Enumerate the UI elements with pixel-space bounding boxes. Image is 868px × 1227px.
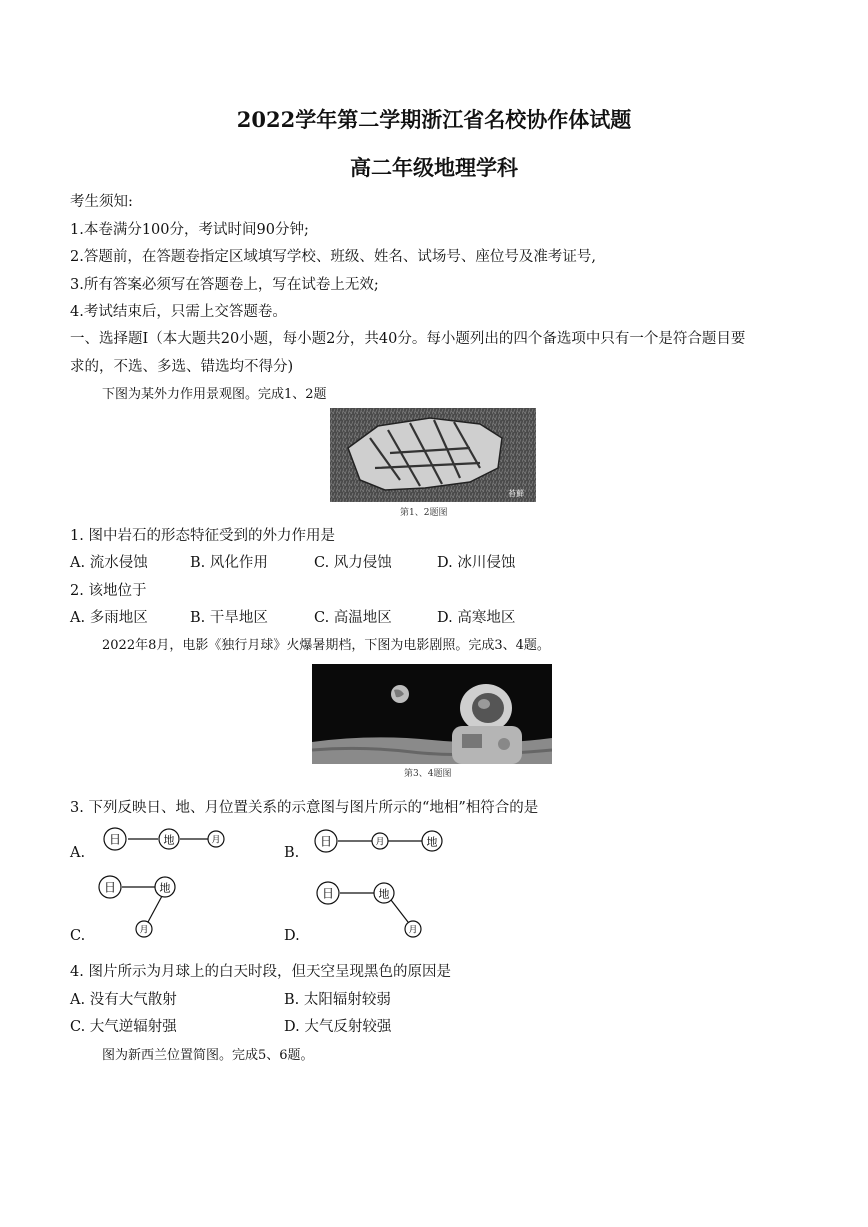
moon-label: 月 <box>375 837 385 848</box>
question-2-stem: 2. 该地位于 <box>70 583 147 599</box>
section-header-cont: 求的，不选、多选、错选均不得分) <box>70 359 294 375</box>
astronaut-moon-photo <box>312 664 552 764</box>
earth-label: 地 <box>163 833 175 847</box>
q1-option-d: D. 冰川侵蚀 <box>437 555 516 571</box>
moon-label: 月 <box>139 925 149 936</box>
q1-option-b: B. 风化作用 <box>190 555 268 571</box>
question-4-stem: 4. 图片所示为月球上的白天时段，但天空呈现黑色的原因是 <box>70 964 451 980</box>
q3-diagram-c <box>96 874 186 940</box>
q3-option-b-label: B. <box>284 845 300 861</box>
q4-option-c: C. 大气逆辐射强 <box>70 1019 177 1035</box>
photo1-caption: 第1、2题图 <box>400 508 448 518</box>
sun-label: 日 <box>108 832 122 847</box>
q4-option-a: A. 没有大气散射 <box>70 992 177 1008</box>
notice-item: 3.所有答案必须写在答题卷上，写在试卷上无效; <box>70 277 379 293</box>
notice-item: 2.答题前，在答题卷指定区域填写学校、班级、姓名、试场号、座位号及准考证号, <box>70 249 596 265</box>
intro-q5-6: 图为新西兰位置简图。完成5、6题。 <box>102 1048 314 1063</box>
q3-option-c-label: C. <box>70 928 86 944</box>
q4-option-b: B. 太阳辐射较弱 <box>284 992 391 1008</box>
q3-diagram-d <box>314 880 430 942</box>
q3-option-a-label: A. <box>70 845 86 861</box>
q2-option-c: C. 高温地区 <box>314 610 392 626</box>
notice-heading: 考生须知: <box>70 194 133 210</box>
q3-diagram-a <box>96 826 236 854</box>
question-1-stem: 1. 图中岩石的形态特征受到的外力作用是 <box>70 528 335 544</box>
sun-label: 日 <box>103 880 117 895</box>
photo-label: 苔藓 <box>508 489 524 498</box>
earth-label: 地 <box>159 881 171 895</box>
q1-option-c: C. 风力侵蚀 <box>314 555 392 571</box>
question-3-stem: 3. 下列反映日、地、月位置关系的示意图与图片所示的“地相”相符合的是 <box>70 800 539 816</box>
q4-option-d: D. 大气反射较强 <box>284 1019 392 1035</box>
q2-option-d: D. 高寒地区 <box>437 610 516 626</box>
moon-label: 月 <box>211 835 221 846</box>
moon-label: 月 <box>408 925 418 936</box>
q1-option-a: A. 流水侵蚀 <box>70 555 148 571</box>
intro-q3-4: 2022年8月，电影《独行月球》火爆暑期档，下图为电影剧照。完成3、4题。 <box>102 638 550 653</box>
photo2-caption: 第3、4题图 <box>404 769 452 779</box>
page-title: 2022学年第二学期浙江省名校协作体试题 <box>236 107 632 132</box>
q3-diagram-b <box>312 827 452 855</box>
notice-item: 1.本卷满分100分，考试时间90分钟; <box>70 222 309 238</box>
page-subtitle: 高二年级地理学科 <box>350 155 518 180</box>
q2-option-b: B. 干旱地区 <box>190 610 268 626</box>
sun-label: 日 <box>321 886 335 901</box>
notice-item: 4.考试结束后，只需上交答题卷。 <box>70 304 287 320</box>
rock-landscape-photo <box>330 408 536 502</box>
sun-label: 日 <box>319 834 333 849</box>
q2-option-a: A. 多雨地区 <box>70 610 148 626</box>
intro-q1-2: 下图为某外力作用景观图。完成1、2题 <box>102 387 327 402</box>
q3-option-d-label: D. <box>284 928 300 944</box>
earth-label: 地 <box>378 887 390 901</box>
earth-label: 地 <box>426 835 438 849</box>
section-header: 一、选择题Ⅰ（本大题共20小题，每小题2分，共40分。每小题列出的四个备选项中只有一个是符合题目要 <box>70 331 746 347</box>
